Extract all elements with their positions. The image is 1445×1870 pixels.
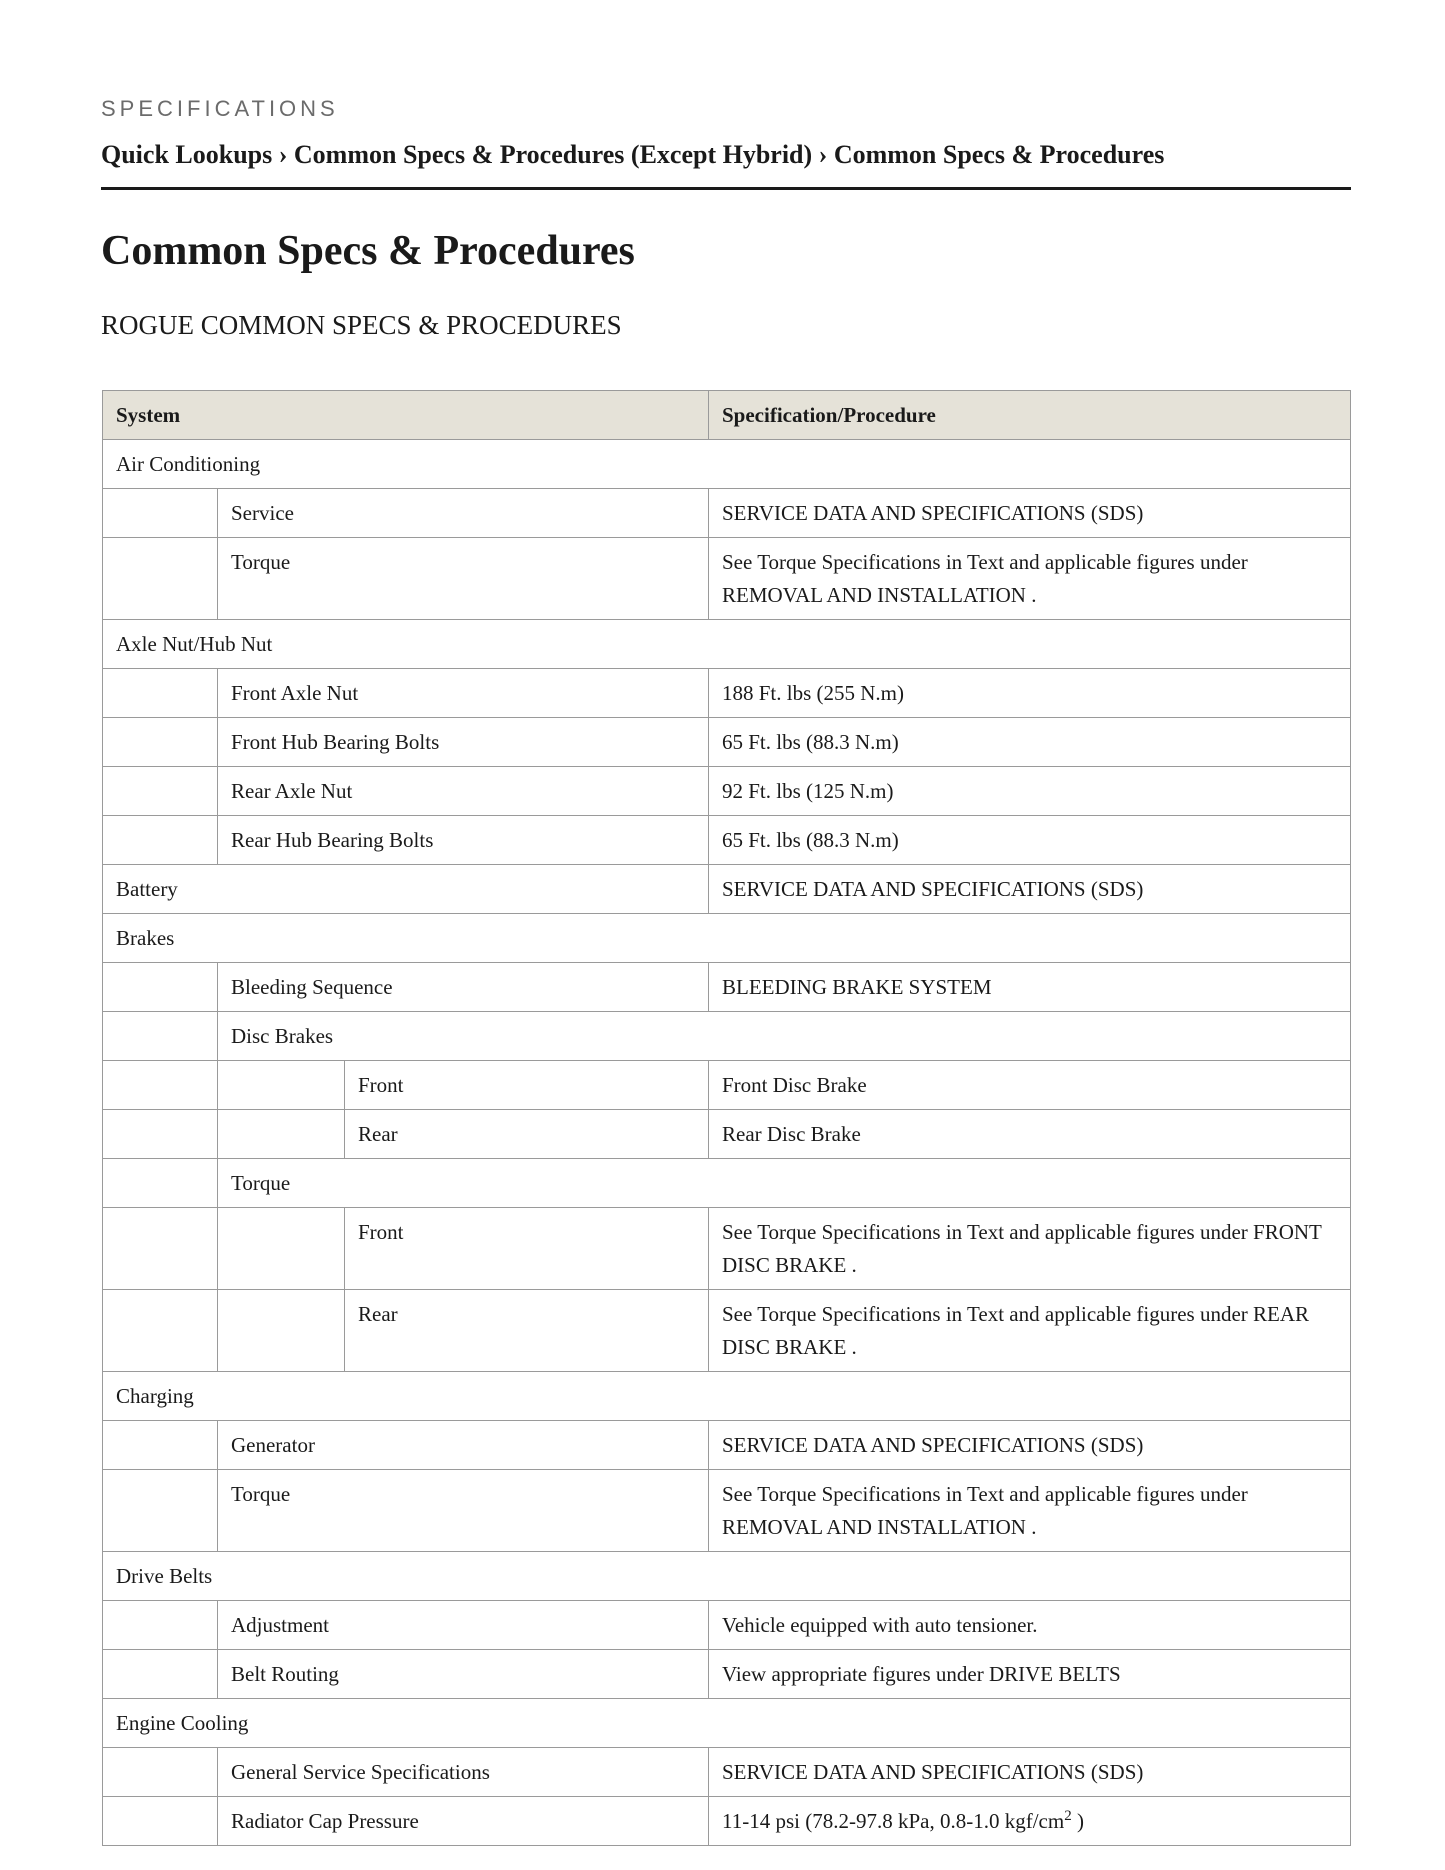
spec-cell: Rear Disc Brake [709,1110,1351,1159]
spec-cell: See Torque Specifications in Text and applicable figures under FRONT DISC BRAKE . [709,1208,1351,1290]
system-cell: General Service Specifications [218,1748,709,1797]
system-cell: Air Conditioning [103,440,1351,489]
table-row [103,914,1351,963]
table-row [103,489,1351,538]
system-cell: Brakes [103,914,1351,963]
indent-cell [103,1797,218,1846]
system-cell: Torque [218,1470,709,1552]
spec-cell: SERVICE DATA AND SPECIFICATIONS (SDS) [709,489,1351,538]
spec-cell: SERVICE DATA AND SPECIFICATIONS (SDS) [709,1421,1351,1470]
spec-cell: See Torque Specifications in Text and applicable figures under REMOVAL AND INSTALLATION . [709,1470,1351,1552]
page-title: Common Specs & Procedures [101,228,635,274]
table-header-row [103,391,1351,440]
table-row [103,1110,1351,1159]
table-row [103,1290,1351,1372]
indent-cell [103,489,218,538]
indent-cell [103,767,218,816]
system-cell: Charging [103,1372,1351,1421]
system-cell: Battery [103,865,709,914]
indent-cell [218,1061,345,1110]
table-row [103,1159,1351,1208]
table-row [103,1552,1351,1601]
spec-text: 11-14 psi (78.2-97.8 kPa, 0.8-1.0 kgf/cm [722,1809,1065,1833]
page-subtitle: ROGUE COMMON SPECS & PROCEDURES [101,310,622,340]
table-row [103,816,1351,865]
system-cell: Front Axle Nut [218,669,709,718]
spec-cell: 188 Ft. lbs (255 N.m) [709,669,1351,718]
system-cell: Front [345,1061,709,1110]
table-row [103,538,1351,620]
indent-cell [218,1290,345,1372]
column-header-system: System [103,391,709,440]
table-row [103,1601,1351,1650]
column-header-spec: Specification/Procedure [709,391,1351,440]
specs-table [102,390,1351,1846]
spec-cell: Vehicle equipped with auto tensioner. [709,1601,1351,1650]
indent-cell [103,1601,218,1650]
indent-cell [218,1208,345,1290]
indent-cell [103,963,218,1012]
spec-cell [709,1797,1351,1846]
section-kicker: SPECIFICATIONS [101,96,339,121]
indent-cell [103,1208,218,1290]
indent-cell [218,1110,345,1159]
indent-cell [103,538,218,620]
spec-cell: BLEEDING BRAKE SYSTEM [709,963,1351,1012]
table-row [103,1372,1351,1421]
table-row [103,440,1351,489]
system-cell: Axle Nut/Hub Nut [103,620,1351,669]
indent-cell [103,816,218,865]
indent-cell [103,1650,218,1699]
system-cell: Rear [345,1290,709,1372]
system-cell: Service [218,489,709,538]
spec-cell: 65 Ft. lbs (88.3 N.m) [709,816,1351,865]
system-cell: Disc Brakes [218,1012,1351,1061]
indent-cell [103,1159,218,1208]
system-cell: Adjustment [218,1601,709,1650]
indent-cell [103,1061,218,1110]
table-row [103,1699,1351,1748]
table-row [103,1012,1351,1061]
table-row [103,767,1351,816]
system-cell: Rear Hub Bearing Bolts [218,816,709,865]
system-cell: Bleeding Sequence [218,963,709,1012]
spec-cell: 65 Ft. lbs (88.3 N.m) [709,718,1351,767]
table-row [103,865,1351,914]
table-row [103,1208,1351,1290]
header-divider [101,187,1351,190]
table-row [103,1421,1351,1470]
spec-superscript: 2 [1064,1808,1072,1824]
spec-cell: SERVICE DATA AND SPECIFICATIONS (SDS) [709,1748,1351,1797]
system-cell: Belt Routing [218,1650,709,1699]
system-cell: Drive Belts [103,1552,1351,1601]
system-cell: Rear Axle Nut [218,767,709,816]
indent-cell [103,1110,218,1159]
table-row [103,718,1351,767]
system-cell: Torque [218,538,709,620]
table-row [103,669,1351,718]
system-cell: Torque [218,1159,1351,1208]
spec-cell: Front Disc Brake [709,1061,1351,1110]
system-cell: Rear [345,1110,709,1159]
spec-suffix: ) [1071,1809,1084,1833]
table-row [103,1797,1351,1846]
table-body [103,440,1351,1846]
table-row [103,1470,1351,1552]
table-row [103,1061,1351,1110]
spec-cell: See Torque Specifications in Text and applicable figures under REAR DISC BRAKE . [709,1290,1351,1372]
table-row [103,1650,1351,1699]
system-cell: Generator [218,1421,709,1470]
indent-cell [103,669,218,718]
table-row [103,963,1351,1012]
spec-cell: 92 Ft. lbs (125 N.m) [709,767,1351,816]
spec-cell: View appropriate figures under DRIVE BELTS [709,1650,1351,1699]
indent-cell [103,1290,218,1372]
indent-cell [103,718,218,767]
spec-cell: SERVICE DATA AND SPECIFICATIONS (SDS) [709,865,1351,914]
breadcrumb[interactable]: Quick Lookups › Common Specs & Procedures (Except Hybrid) › Common Specs & Procedures [101,140,1165,169]
system-cell: Front Hub Bearing Bolts [218,718,709,767]
table-row [103,1748,1351,1797]
indent-cell [103,1470,218,1552]
indent-cell [103,1421,218,1470]
indent-cell [103,1012,218,1061]
system-cell: Engine Cooling [103,1699,1351,1748]
table-row [103,620,1351,669]
indent-cell [103,1748,218,1797]
system-cell: Front [345,1208,709,1290]
system-cell: Radiator Cap Pressure [218,1797,709,1846]
spec-cell: See Torque Specifications in Text and applicable figures under REMOVAL AND INSTALLATION . [709,538,1351,620]
